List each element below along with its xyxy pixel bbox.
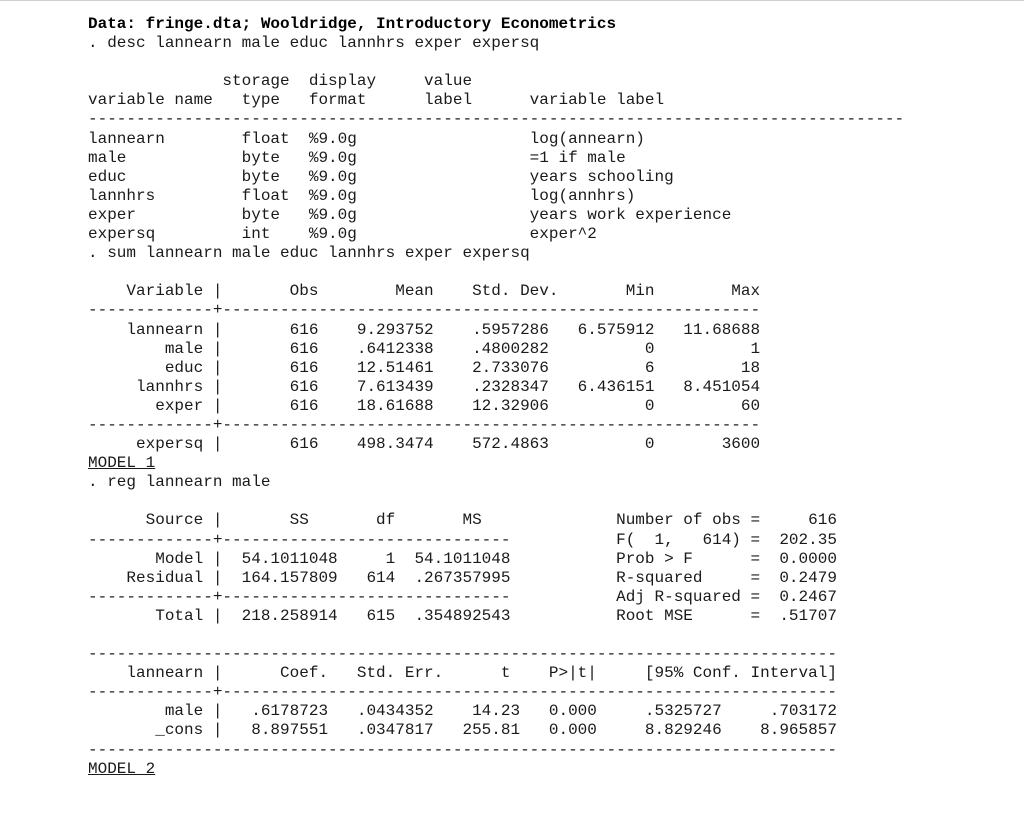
- model1-label: MODEL 1: [88, 454, 156, 473]
- sum-command: . sum lannearn male educ lannhrs exper expersq: [88, 244, 530, 263]
- top-divider: [0, 0, 1024, 1]
- desc-output: storage display value variable name type format label variable label ------------------------------------------------------------------------------------- lannearn float %9.0g log(annearn) male byte %9.0g =1 if male educ byte %9.0g years schooling lannhrs float %9.0g log(annhrs) exper byte %9.0g years work experience expersq int %9.0g exper^2: [88, 72, 905, 244]
- sum-output: Variable | Obs Mean Std. Dev. Min Max -------------+-------------------------------------------------------- lannearn | 616 9.293752 .5957286 6.575912 11.68688 male | 616 .6412338 .4800282 0 1 educ | 616 12.51461 2.733076 6 18 lannhrs | 616 7.613439 .2328347 6.436151 8.451054 exper | 616 18.61688 12.32906 0 60 -------------+-------------------------------------------------------- expersq | 616 498.3474 572.4863 0 3600: [88, 282, 761, 454]
- page-title: Data: fringe.dta; Wooldridge, Introductory Econometrics: [88, 15, 617, 33]
- desc-command: . desc lannearn male educ lannhrs exper expersq: [88, 34, 540, 53]
- model1-output: Source | SS df MS Number of obs = 616 -------------+------------------------------ F( 1, 614) = 202.35 Model | 54.1011048 1 54.1011048 Prob > F = 0.0000 Residual | 164.157809 614 .267357995 R-squared = 0.2479 -------------+------------------------------ Adj R-squared = 0.2467 Total | 218.258914 615 .354892543 Root MSE = .51707 ------------------------------------------------------------------------------ lannearn | Coef. Std. Err. t P>|t| [95% Conf. Interval] -------------+---------------------------------------------------------------- male | .6178723 .0434352 14.23 0.000 .5325727 .703172 _cons | 8.897551 .0347817 255.81 0.000 8.829246 8.965857 ------------------------------------------------------------------------------: [88, 511, 837, 759]
- document-page: [88, 15, 1008, 779]
- model1-command: . reg lannearn male: [88, 473, 271, 492]
- model2-label: MODEL 2: [88, 759, 156, 778]
